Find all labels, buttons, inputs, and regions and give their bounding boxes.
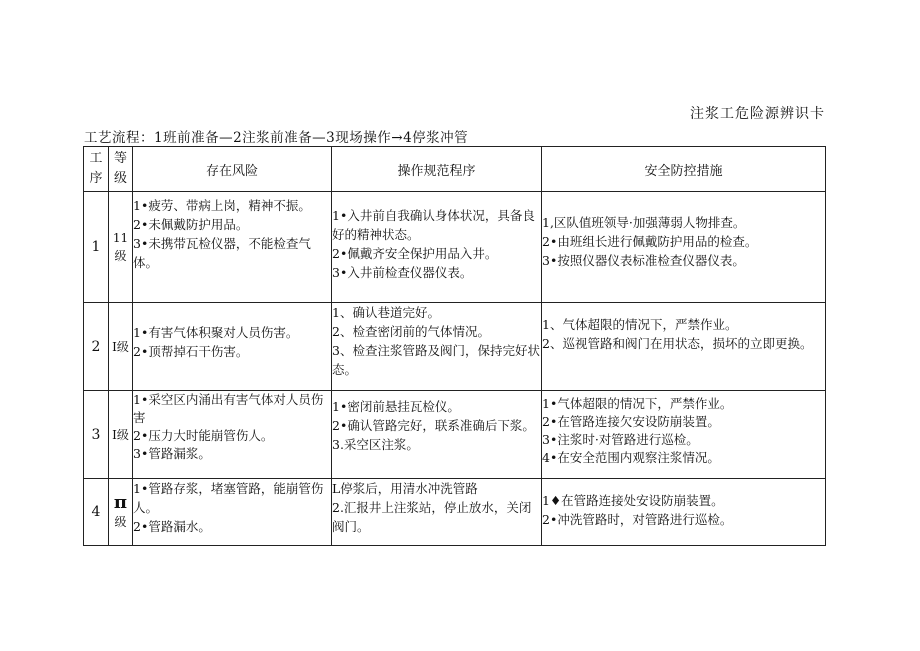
risk-item: 3•未携带瓦检仪器，不能检查气体。 bbox=[133, 236, 311, 270]
risk-item: 3•管路漏浆。 bbox=[133, 446, 211, 461]
level-top: π bbox=[113, 492, 128, 513]
procedure-item: 3、检查注浆管路及阀门，保持完好状态。 bbox=[332, 343, 540, 377]
procedure-item: 2、检查密闭前的气体情况。 bbox=[332, 324, 490, 339]
header-level: 等级 bbox=[109, 147, 133, 192]
measure-item: 2、巡视管路和阀门在用状态，损坏的立即更换。 bbox=[542, 336, 813, 351]
header-row bbox=[84, 147, 826, 192]
measure-item: 4•在安全范围内观察注浆情况。 bbox=[542, 450, 720, 465]
procedure-cell bbox=[332, 391, 542, 479]
table-row bbox=[84, 391, 826, 479]
measures-cell bbox=[542, 391, 826, 479]
measure-item: 2•冲洗管路时，对管路进行巡检。 bbox=[542, 512, 733, 527]
risk-cell bbox=[133, 391, 332, 479]
measures-cell bbox=[542, 479, 826, 546]
measure-item: 3•按照仪器仪表标准检查仪器仪表。 bbox=[542, 253, 745, 268]
procedure-cell bbox=[332, 303, 542, 391]
header-procedure: 操作规范程序 bbox=[332, 147, 542, 192]
measures-cell bbox=[542, 303, 826, 391]
level-bottom: 级 bbox=[114, 249, 127, 263]
risk-cell bbox=[133, 479, 332, 546]
procedure-item: L停浆后，用清水冲洗管路 bbox=[332, 481, 478, 496]
measure-item: 1、气体超限的情况下，严禁作业。 bbox=[542, 317, 738, 332]
measure-item: 2•在管路连接欠安设防崩装置。 bbox=[542, 414, 720, 429]
risk-item: 2•顶帮掉石干伤害。 bbox=[133, 344, 249, 359]
process-flow: 工艺流程：1班前准备—2注浆前准备—3现场操作→4停浆冲管 bbox=[84, 130, 469, 146]
level-top: I级 bbox=[112, 427, 129, 442]
risk-level bbox=[109, 192, 133, 303]
risk-item: 2•压力大时能崩管伤人。 bbox=[133, 428, 274, 443]
table-row bbox=[84, 479, 826, 546]
risk-cell bbox=[133, 303, 332, 391]
procedure-cell bbox=[332, 192, 542, 303]
table-row bbox=[84, 303, 826, 391]
header-measures: 安全防控措施 bbox=[542, 147, 826, 192]
measure-item: 3•注浆时·对管路进行巡检。 bbox=[542, 432, 699, 447]
procedure-item: 2•确认管路完好，联系准确后下浆。 bbox=[332, 418, 535, 433]
risk-cell bbox=[133, 192, 332, 303]
risk-item: 1•采空区内涌出有害气体对人员伤害 bbox=[133, 392, 324, 425]
procedure-item: 3.采空区注浆。 bbox=[332, 437, 419, 452]
procedure-cell bbox=[332, 479, 542, 546]
card-title: 注浆工危险源辨识卡 bbox=[690, 106, 825, 122]
procedure-item: 2•佩戴齐安全保护用品入井。 bbox=[332, 246, 498, 261]
step-number: 3 bbox=[84, 391, 109, 479]
step-number: 1 bbox=[84, 192, 109, 303]
level-bottom: 级 bbox=[114, 515, 127, 529]
step-number: 2 bbox=[84, 303, 109, 391]
procedure-item: 2.汇报井上注浆站，停止放水，关闭阀门。 bbox=[332, 500, 532, 534]
measure-item: 1♦在管路连接处安设防崩装置。 bbox=[542, 493, 724, 508]
risk-item: 1•疲劳、带病上岗，精神不振。 bbox=[133, 198, 311, 213]
hazard-table bbox=[83, 146, 826, 546]
risk-item: 1•管路存浆，堵塞管路，能崩管伤人。 bbox=[133, 481, 324, 515]
level-top: I级 bbox=[112, 339, 129, 354]
measures-cell bbox=[542, 192, 826, 303]
procedure-item: 1•密闭前悬挂瓦检仪。 bbox=[332, 399, 460, 414]
table-row bbox=[84, 192, 826, 303]
measure-item: 1,区队值班领导·加强薄弱人物排查。 bbox=[542, 215, 746, 230]
measure-item: 1•气体超限的情况下，严禁作业。 bbox=[542, 396, 733, 411]
header-step: 工序 bbox=[84, 147, 109, 192]
level-top: 11 bbox=[112, 231, 129, 245]
procedure-item: 1•入井前自我确认身体状况，具备良好的精神状态。 bbox=[332, 208, 535, 242]
risk-level bbox=[109, 391, 133, 479]
risk-item: 1•有害气体积聚对人员伤害。 bbox=[133, 325, 299, 340]
risk-item: 2•未佩戴防护用品。 bbox=[133, 217, 249, 232]
risk-item: 2•管路漏水。 bbox=[133, 519, 211, 534]
risk-level bbox=[109, 303, 133, 391]
procedure-item: 1、确认巷道完好。 bbox=[332, 305, 440, 320]
procedure-item: 3•入井前检查仪器仪表。 bbox=[332, 265, 473, 280]
step-number: 4 bbox=[84, 479, 109, 546]
header-risk: 存在风险 bbox=[133, 147, 332, 192]
risk-level bbox=[109, 479, 133, 546]
measure-item: 2•由班组长进行佩戴防护用品的检查。 bbox=[542, 234, 758, 249]
